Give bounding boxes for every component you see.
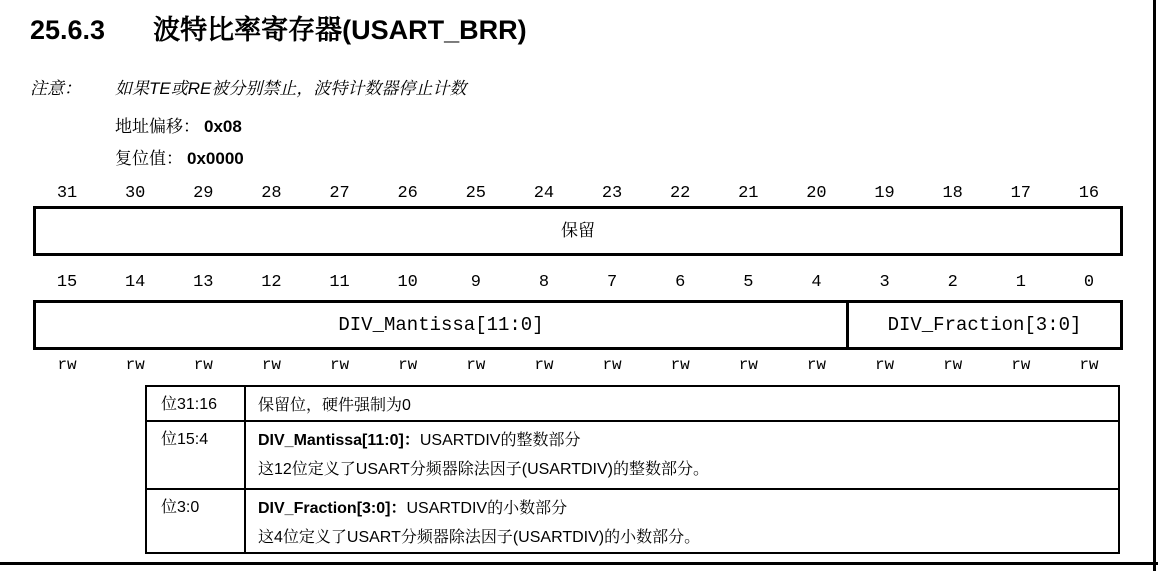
description-line: 这4位定义了USART分频器除法因子(USARTDIV)的小数部分。 (258, 529, 701, 546)
access-type: rw (670, 356, 690, 374)
note-label: 注意： (30, 79, 81, 98)
description-cell (246, 387, 1118, 420)
div-fraction-field: DIV_Fraction[3:0] (887, 314, 1082, 336)
address-offset-label: 地址偏移： (115, 117, 200, 136)
bit-number: 3 (879, 273, 890, 292)
bit-description-table (145, 385, 1120, 554)
bit-number: 27 (329, 184, 350, 203)
table-row (147, 488, 1118, 552)
section-number: 25.6.3 (30, 15, 106, 45)
access-type: rw (806, 356, 827, 374)
description-line (258, 426, 1106, 455)
bit-number: 10 (397, 273, 418, 292)
bit-number: 7 (606, 273, 618, 292)
description-text: USARTDIV的小数部分 (406, 500, 568, 517)
bit-number: 20 (806, 184, 827, 203)
description-cell (246, 490, 1118, 552)
description-line (258, 494, 1106, 523)
bit-number: 1 (1015, 273, 1026, 292)
access-type: rw (1011, 356, 1031, 374)
bit-number: 5 (743, 273, 754, 292)
section-title (30, 8, 527, 47)
section-title-text: 波特比率寄存器(USART_BRR) (153, 15, 527, 45)
bit-number: 4 (811, 273, 822, 292)
bit-numbers-low-row (33, 274, 1123, 292)
access-type: rw (261, 356, 282, 374)
access-type-row (33, 357, 1123, 374)
bit-number: 17 (1010, 184, 1032, 203)
bit-number: 11 (329, 273, 350, 292)
page-frame-bottom-border (0, 562, 1158, 565)
bit-number: 29 (193, 184, 214, 203)
bit-number: 22 (669, 184, 691, 203)
description-line (258, 391, 1106, 420)
bit-number: 2 (947, 273, 958, 292)
address-offset-value: 0x08 (204, 117, 242, 136)
register-box-low (33, 300, 1123, 350)
bit-range-cell: 位31:16 (147, 387, 246, 420)
bit-number: 8 (538, 273, 550, 292)
bit-number: 24 (533, 184, 555, 203)
field-name: DIV_Mantissa[11:0]： (258, 432, 420, 449)
access-type: rw (1079, 356, 1099, 374)
reserved-field: 保留 (561, 221, 595, 240)
access-type: rw (738, 356, 758, 374)
bit-numbers-high-row (33, 185, 1123, 203)
access-type: rw (125, 356, 145, 374)
bit-number: 14 (124, 273, 146, 292)
bit-number: 12 (261, 273, 282, 292)
bit-number: 0 (1083, 273, 1095, 292)
bit-number: 28 (261, 184, 282, 203)
field-name: DIV_Fraction[3:0]： (258, 500, 407, 517)
bit-number: 6 (675, 273, 686, 292)
div-mantissa-field: DIV_Mantissa[11:0] (36, 303, 849, 347)
bit-number: 19 (874, 184, 895, 203)
reset-value-value: 0x0000 (187, 149, 244, 168)
note-row (30, 74, 466, 99)
bit-number: 26 (397, 184, 418, 203)
table-row (147, 420, 1118, 488)
bit-range-cell: 位3:0 (147, 490, 246, 552)
bit-number: 25 (465, 184, 487, 203)
access-type: rw (57, 356, 77, 374)
register-box-high (33, 206, 1123, 256)
page-frame-right-border (1153, 0, 1156, 571)
access-type: rw (534, 356, 554, 374)
bit-number: 9 (470, 273, 481, 292)
description-cell (246, 422, 1118, 488)
bit-number: 13 (193, 273, 214, 292)
description-text: USARTDIV的整数部分 (419, 432, 581, 449)
bit-number: 31 (56, 184, 78, 203)
register-bit-diagram (33, 185, 1123, 374)
table-row (147, 387, 1118, 420)
address-offset-line (115, 112, 242, 137)
reset-value-line (115, 144, 244, 169)
access-type: rw (193, 356, 213, 374)
access-type: rw (398, 356, 418, 374)
access-type: rw (329, 356, 350, 374)
description-text: 保留位，硬件强制为0 (258, 397, 411, 414)
bit-number: 16 (1078, 184, 1100, 203)
bit-range-cell: 位15:4 (147, 422, 246, 488)
note-text: 如果TE或RE被分别禁止，波特计数器停止计数 (115, 79, 467, 98)
description-line: 这12位定义了USART分频器除法因子(USARTDIV)的整数部分。 (258, 461, 710, 478)
bit-number: 18 (942, 184, 963, 203)
access-type: rw (874, 356, 895, 374)
reset-value-label: 复位值： (115, 149, 183, 168)
access-type: rw (943, 356, 963, 374)
bit-number: 23 (601, 184, 623, 203)
bit-number: 15 (56, 273, 78, 292)
bit-number: 30 (124, 184, 146, 203)
bit-number: 21 (738, 184, 759, 203)
access-type: rw (602, 356, 622, 374)
access-type: rw (466, 356, 486, 374)
